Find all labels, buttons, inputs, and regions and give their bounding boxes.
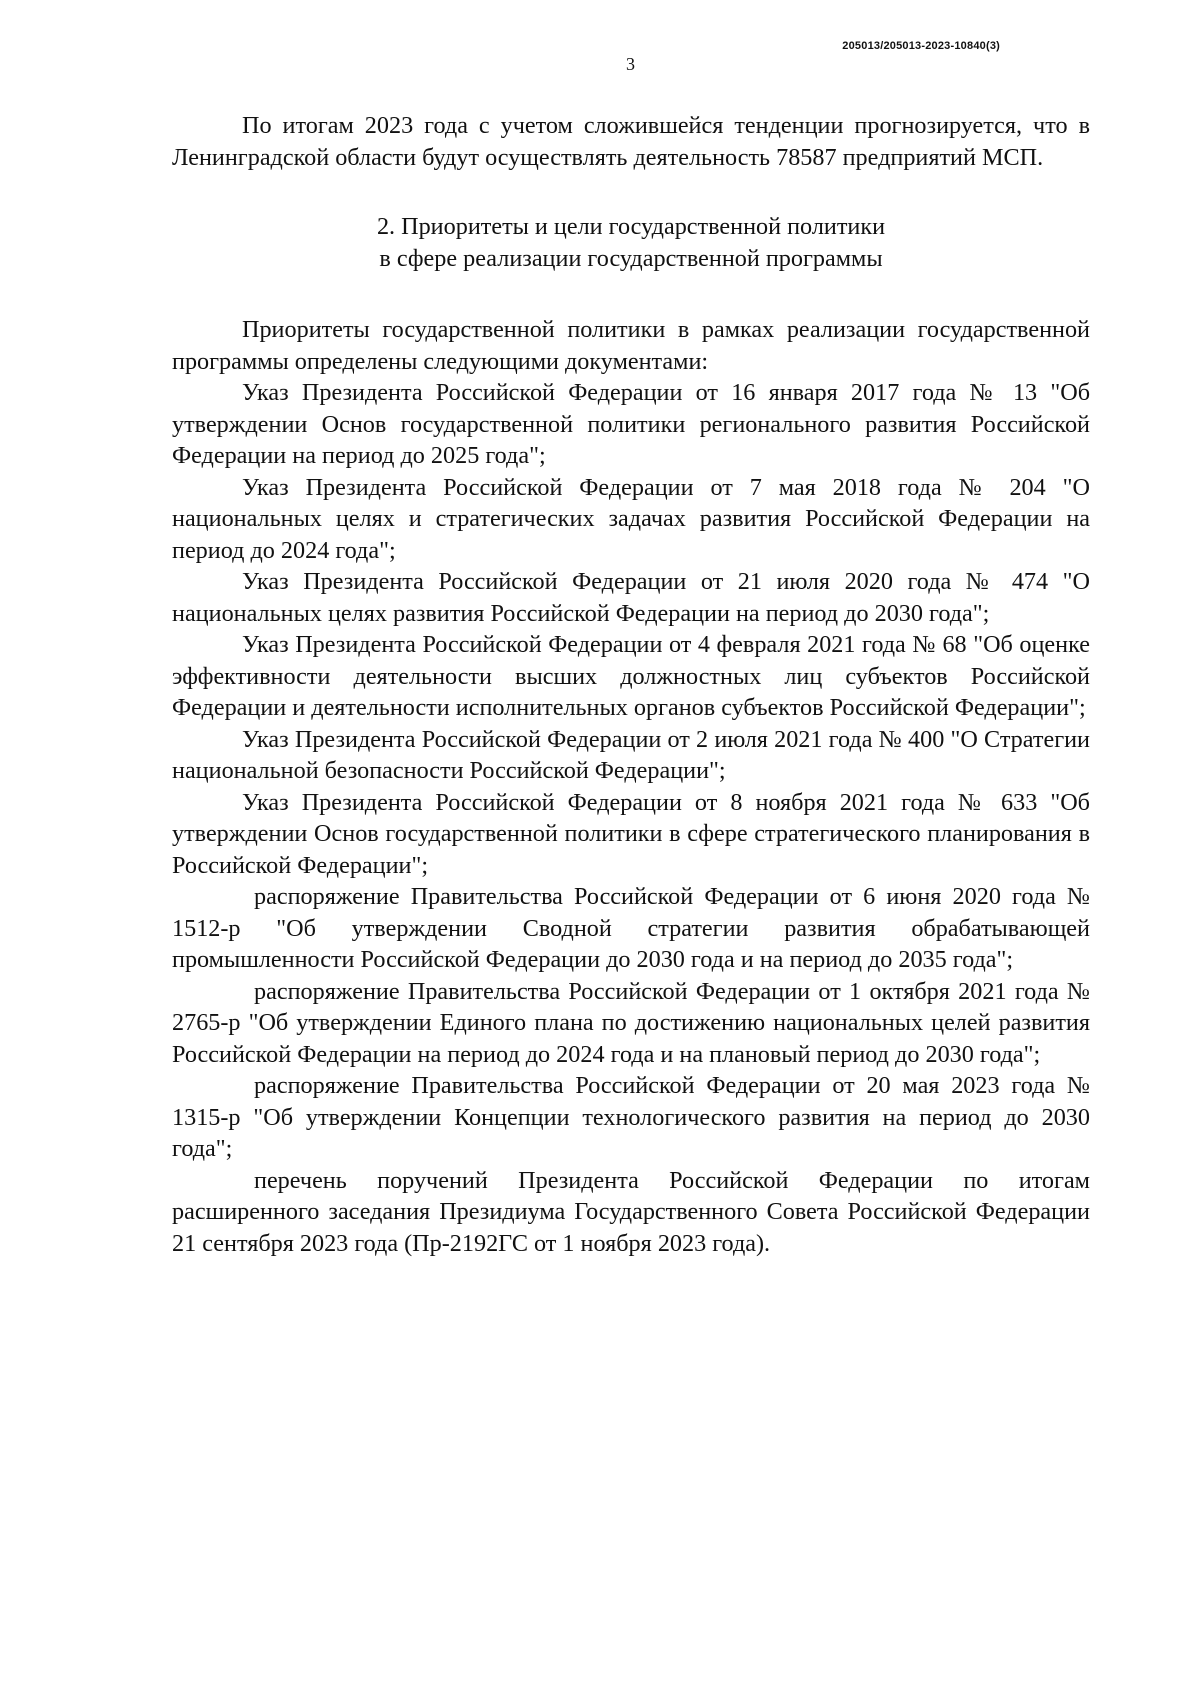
section-heading-line-2: в сфере реализации государственной программы — [379, 244, 883, 272]
document-body — [172, 110, 1090, 1259]
page-number: 3 — [626, 54, 635, 74]
section-heading — [172, 211, 1090, 274]
document-list-item: распоряжение Правительства Российской Федерации от 6 июня 2020 года № 1512-р "Об утверждении Сводной стратегии развития обрабатывающей промышленности Российской Федерации до 2030 года и на период до 2035 года"; — [172, 883, 1090, 973]
document-list-item: перечень поручений Президента Российской Федерации по итогам расширенного заседания Президиума Государственного Совета Российской Федерации 21 сентября 2023 года (Пр-2192ГС от 1 ноября 2023 года). — [172, 1166, 1090, 1257]
document-list-item: Указ Президента Российской Федерации от 2 июля 2021 года № 400 "О Стратегии национальной безопасности Российской Федерации"; — [172, 725, 1090, 784]
document-list-item: Указ Президента Российской Федерации от 4 февраля 2021 года № 68 "Об оценке эффективности деятельности высших должностных лиц субъектов Российской Федерации и деятельности исполнительных органов субъектов Российской Федерации"; — [172, 631, 1090, 721]
document-id: 205013/205013-2023-10840(3) — [842, 40, 1000, 52]
document-list-item: распоряжение Правительства Российской Федерации от 20 мая 2023 года № 1315-р "Об утверждении Концепции технологического развития на период до 2030 года"; — [172, 1072, 1090, 1162]
document-list-item: распоряжение Правительства Российской Федерации от 1 октября 2021 года № 2765-р "Об утверждении Единого плана по достижению национальных целей развития Российской Федерации на период до 2024 года и на плановый период до 2030 года"; — [172, 977, 1090, 1068]
intro-paragraph: По итогам 2023 года с учетом сложившейся тенденции прогнозируется, что в Ленинградской области будут осуществлять деятельность 78587 предприятий МСП. — [172, 112, 1090, 171]
document-list-item: Указ Президента Российской Федерации от 16 января 2017 года № 13 "Об утверждении Основ государственной политики регионального развития Российской Федерации на период до 2025 года"; — [172, 379, 1090, 469]
priorities-paragraph: Приоритеты государственной политики в рамках реализации государственной программы определены следующими документами: — [172, 316, 1090, 375]
document-list-item: Указ Президента Российской Федерации от 21 июля 2020 года № 474 "О национальных целях развития Российской Федерации на период до 2030 года"; — [172, 568, 1090, 627]
document-list-item: Указ Президента Российской Федерации от 7 мая 2018 года № 204 "О национальных целях и стратегических задачах развития Российской Федерации на период до 2024 года"; — [172, 473, 1090, 564]
document-list-item: Указ Президента Российской Федерации от 8 ноября 2021 года № 633 "Об утверждении Основ государственной политики в сфере стратегического планирования в Российской Федерации"; — [172, 788, 1090, 879]
section-heading-line-1: 2. Приоритеты и цели государственной политики — [376, 213, 886, 240]
